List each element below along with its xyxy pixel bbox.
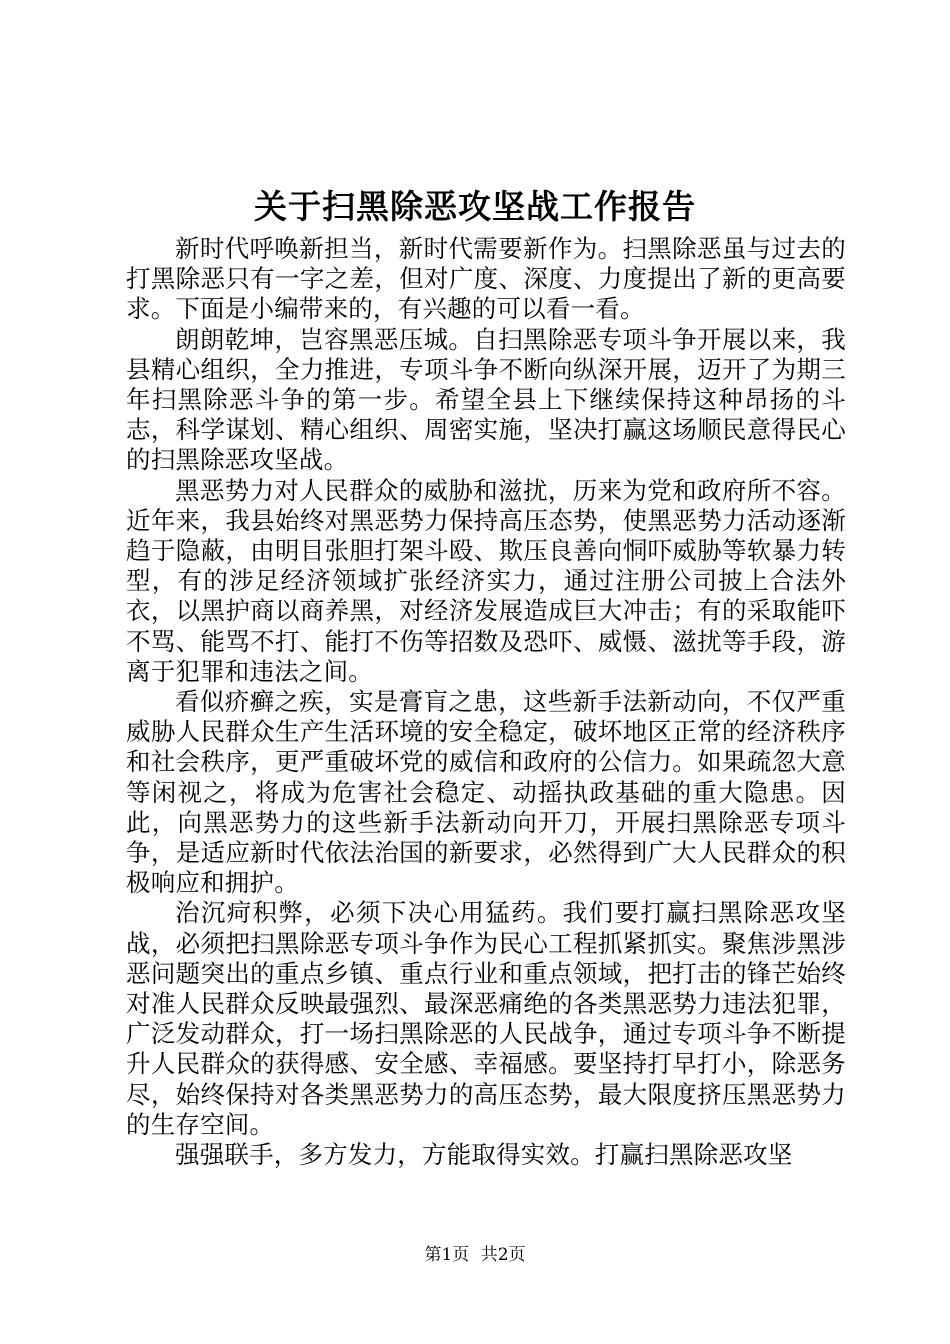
page-footer bbox=[0, 1244, 950, 1266]
paragraph-6: 强强联手，多方发力，方能取得实效。打赢扫黑除恶攻坚 bbox=[175, 1140, 793, 1170]
paragraph-2: 朗朗乾坤，岂容黑恶压城。自扫黑除恶专项斗争开展以来，我县精心组织，全力推进，专项斗争不断向纵深开展，迈开了为期三年扫黑除恶斗争的第一步。希望全县上下继续保持这种昂扬的斗志，科学谋划、精心组织、周密实施，坚决打赢这场顺民意得民心的扫黑除恶攻坚战。 bbox=[126, 324, 846, 475]
document-title: 关于扫黑除恶攻坚战工作报告 bbox=[254, 187, 696, 226]
paragraph-1: 新时代呼唤新担当，新时代需要新作为。扫黑除恶虽与过去的打黑除恶只有一字之差，但对广度、深度、力度提出了新的更高要求。下面是小编带来的，有兴趣的可以看一看。 bbox=[126, 234, 846, 324]
paragraph-5: 治沉疴积弊，必须下决心用猛药。我们要打赢扫黑除恶攻坚战，必须把扫黑除恶专项斗争作为民心工程抓紧抓实。聚焦涉黑涉恶问题突出的重点乡镇、重点行业和重点领域，把打击的锋芒始终对准人民群众反映最强烈、最深恶痛绝的各类黑恶势力违法犯罪，广泛发动群众，打一场扫黑除恶的人民战争，通过专项斗争不断提升人民群众的获得感、安全感、幸福感。要坚持打早打小，除恶务尽，始终保持对各类黑恶势力的高压态势，最大限度挤压黑恶势力的生存空间。 bbox=[126, 898, 846, 1139]
paragraph-3: 黑恶势力对人民群众的威胁和滋扰，历来为党和政府所不容。近年来，我县始终对黑恶势力保持高压态势，使黑恶势力活动逐渐趋于隐蔽，由明目张胆打架斗殴、欺压良善向恫吓威胁等软暴力转型，有的涉足经济领域扩张经济实力，通过注册公司披上合法外衣，以黑护商以商养黑，对经济发展造成巨大冲击；有的采取能吓不骂、能骂不打、能打不伤等招数及恐吓、威慑、滋扰等手段，游离于犯罪和违法之间。 bbox=[126, 475, 846, 686]
total-page-count: 共2页 bbox=[480, 1245, 526, 1265]
current-page-number: 第1页 bbox=[424, 1245, 470, 1265]
paragraph-4: 看似疥癣之疾，实是膏肓之患，这些新手法新动向，不仅严重威胁人民群众生产生活环境的安全稳定，破坏地区正常的经济秩序和社会秩序，更严重破坏党的威信和政府的公信力。如果疏忽大意等闲视之，将成为危害社会稳定、动摇执政基础的重大隐患。因此，向黑恶势力的这些新手法新动向开刀，开展扫黑除恶专项斗争，是适应新时代依法治国的新要求，必然得到广大人民群众的积极响应和拥护。 bbox=[126, 687, 846, 898]
document-body bbox=[126, 234, 846, 1170]
